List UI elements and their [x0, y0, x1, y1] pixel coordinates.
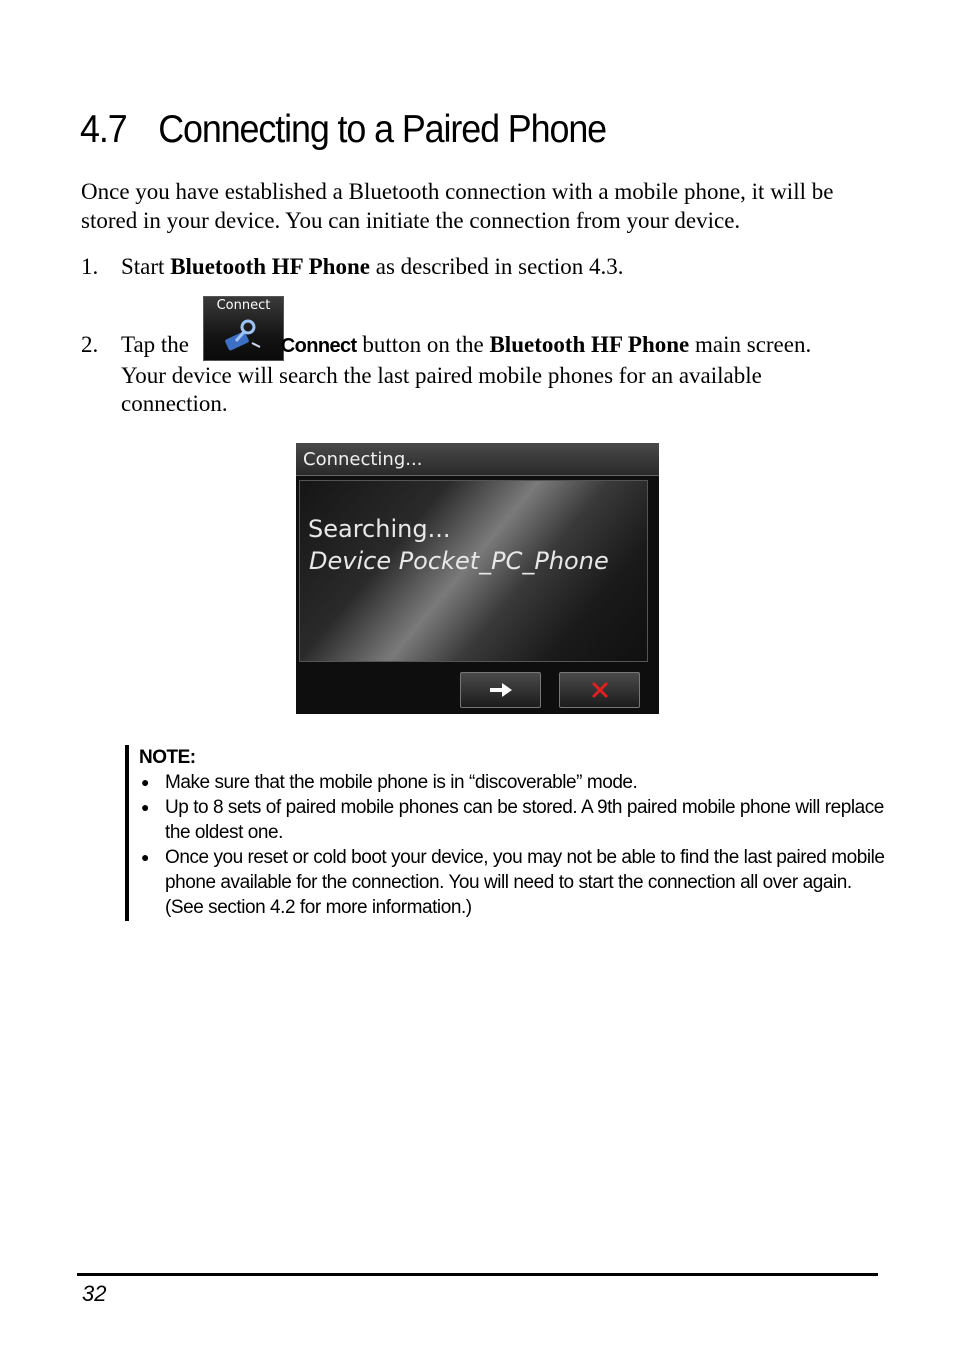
note-item-text: Make sure that the mobile phone is in “discoverable” mode.	[165, 772, 638, 793]
cancel-button[interactable]	[559, 672, 640, 708]
app-name: Bluetooth HF Phone	[170, 254, 370, 279]
step-text	[121, 252, 624, 281]
list-item	[139, 795, 889, 845]
step-text	[121, 330, 811, 361]
bullet-icon: ●	[141, 774, 150, 790]
note-box	[125, 745, 889, 921]
note-list	[139, 770, 889, 920]
searching-text: Searching...	[308, 515, 451, 543]
step-text-prefix: Tap the	[121, 332, 195, 357]
bullet-icon: ●	[141, 849, 150, 865]
intro-paragraph: Once you have established a Bluetooth connection with a mobile phone, it will be stored in your device. You can initiate the connection from your device.	[81, 179, 834, 233]
step-number: 1.	[81, 254, 99, 279]
step-text-line-3: connection.	[121, 391, 228, 416]
note-item-text: Up to 8 sets of paired mobile phones can be stored. A 9th paired mobile phone will replace the oldest one.	[165, 797, 884, 843]
screenshot-title: Connecting...	[303, 449, 423, 470]
step-text-line-2: Your device will search the last paired mobile phones for an available	[121, 363, 762, 388]
note-item-text: Once you reset or cold boot your device, you may not be able to find the last paired mobile phone available for the connection. You will need to start the connection all over again. (See section 4.2 for more information.)	[165, 847, 885, 918]
section-title: Connecting to a Paired Phone	[158, 108, 607, 151]
section-heading	[80, 108, 606, 152]
connecting-screenshot	[296, 443, 659, 714]
connect-icon-label: Connect	[216, 298, 271, 313]
step-text-suffix: main screen.	[689, 332, 812, 357]
device-name-text: Device Pocket_PC_Phone	[309, 547, 609, 575]
screenshot-panel	[299, 480, 648, 662]
step-number: 2.	[81, 332, 99, 357]
list-item	[139, 770, 889, 795]
app-name: Bluetooth HF Phone	[489, 332, 690, 357]
connect-word: Connect	[280, 335, 357, 357]
screenshot-titlebar	[296, 443, 659, 476]
next-button[interactable]	[460, 672, 541, 708]
section-number: 4.7	[80, 108, 127, 151]
page-number: 32	[82, 1281, 107, 1306]
step-text-middle: button on the	[356, 332, 490, 357]
step-text-suffix: as described in section 4.3.	[369, 254, 624, 279]
list-item	[139, 845, 889, 920]
close-icon	[591, 681, 609, 699]
note-title: NOTE:	[139, 747, 196, 768]
arrow-right-icon	[488, 681, 514, 699]
footer-rule	[77, 1273, 878, 1276]
bullet-icon: ●	[141, 799, 150, 815]
step-text-prefix: Start	[121, 254, 171, 279]
